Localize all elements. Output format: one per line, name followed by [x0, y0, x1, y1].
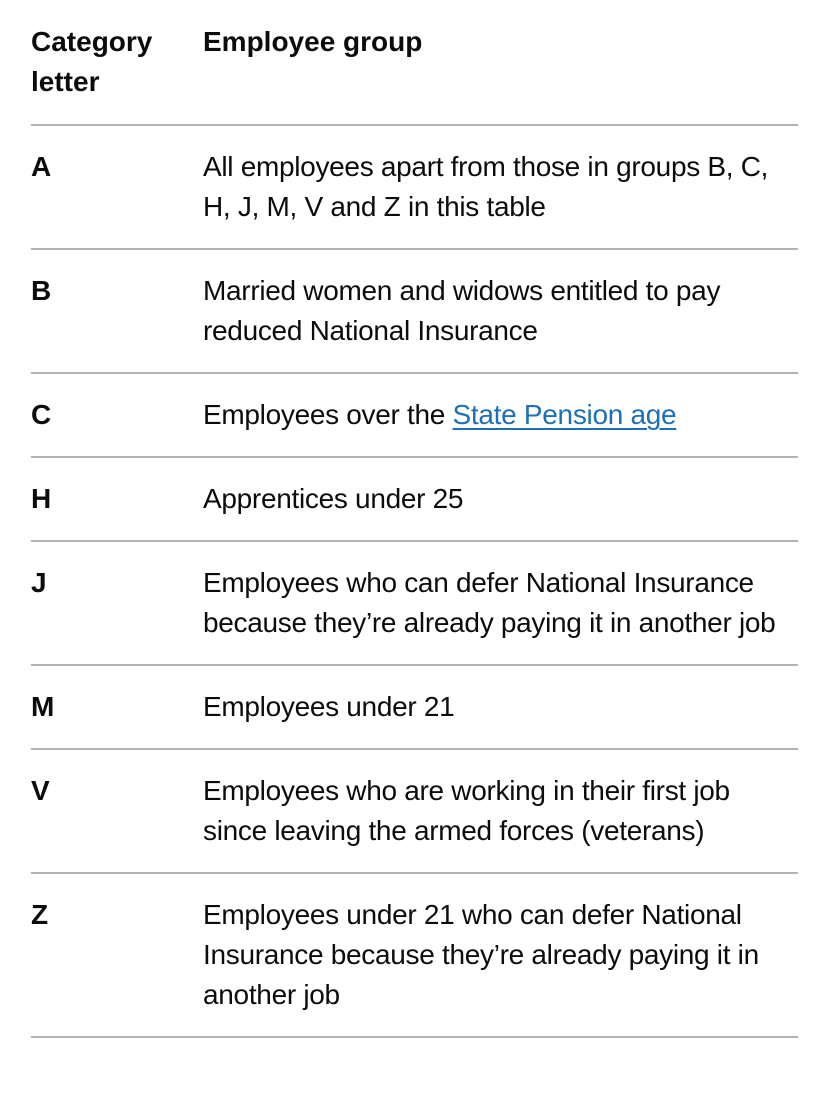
table-header — [31, 22, 798, 125]
category-letter: B — [31, 249, 203, 373]
employee-group-text: Employees over the — [203, 399, 453, 430]
employee-group: Employees under 21 who can defer National Insurance because they’re already paying it in another job — [203, 873, 798, 1037]
category-letter: M — [31, 665, 203, 749]
employee-group — [203, 373, 798, 457]
column-header-category-letter: Category letter — [31, 22, 203, 125]
category-letter: J — [31, 541, 203, 665]
table-row — [31, 873, 798, 1037]
table-row — [31, 373, 798, 457]
ni-category-table-container — [31, 22, 798, 1038]
table-row — [31, 125, 798, 249]
employee-group: Married women and widows entitled to pay reduced National Insurance — [203, 249, 798, 373]
table-body — [31, 125, 798, 1037]
column-header-employee-group: Employee group — [203, 22, 798, 125]
category-letter: Z — [31, 873, 203, 1037]
category-letter: H — [31, 457, 203, 541]
table-row — [31, 457, 798, 541]
table-row — [31, 541, 798, 665]
employee-group: Employees under 21 — [203, 665, 798, 749]
employee-group: Employees who can defer National Insurance because they’re already paying it in another job — [203, 541, 798, 665]
table-row — [31, 249, 798, 373]
ni-category-table — [31, 22, 798, 1038]
employee-group: Apprentices under 25 — [203, 457, 798, 541]
employee-group: Employees who are working in their first job since leaving the armed forces (veterans) — [203, 749, 798, 873]
table-row — [31, 749, 798, 873]
state-pension-age-link[interactable]: State Pension age — [452, 399, 677, 430]
table-header-row — [31, 22, 798, 125]
category-letter: C — [31, 373, 203, 457]
employee-group: All employees apart from those in groups B, C, H, J, M, V and Z in this table — [203, 125, 798, 249]
category-letter: V — [31, 749, 203, 873]
category-letter: A — [31, 125, 203, 249]
table-row — [31, 665, 798, 749]
